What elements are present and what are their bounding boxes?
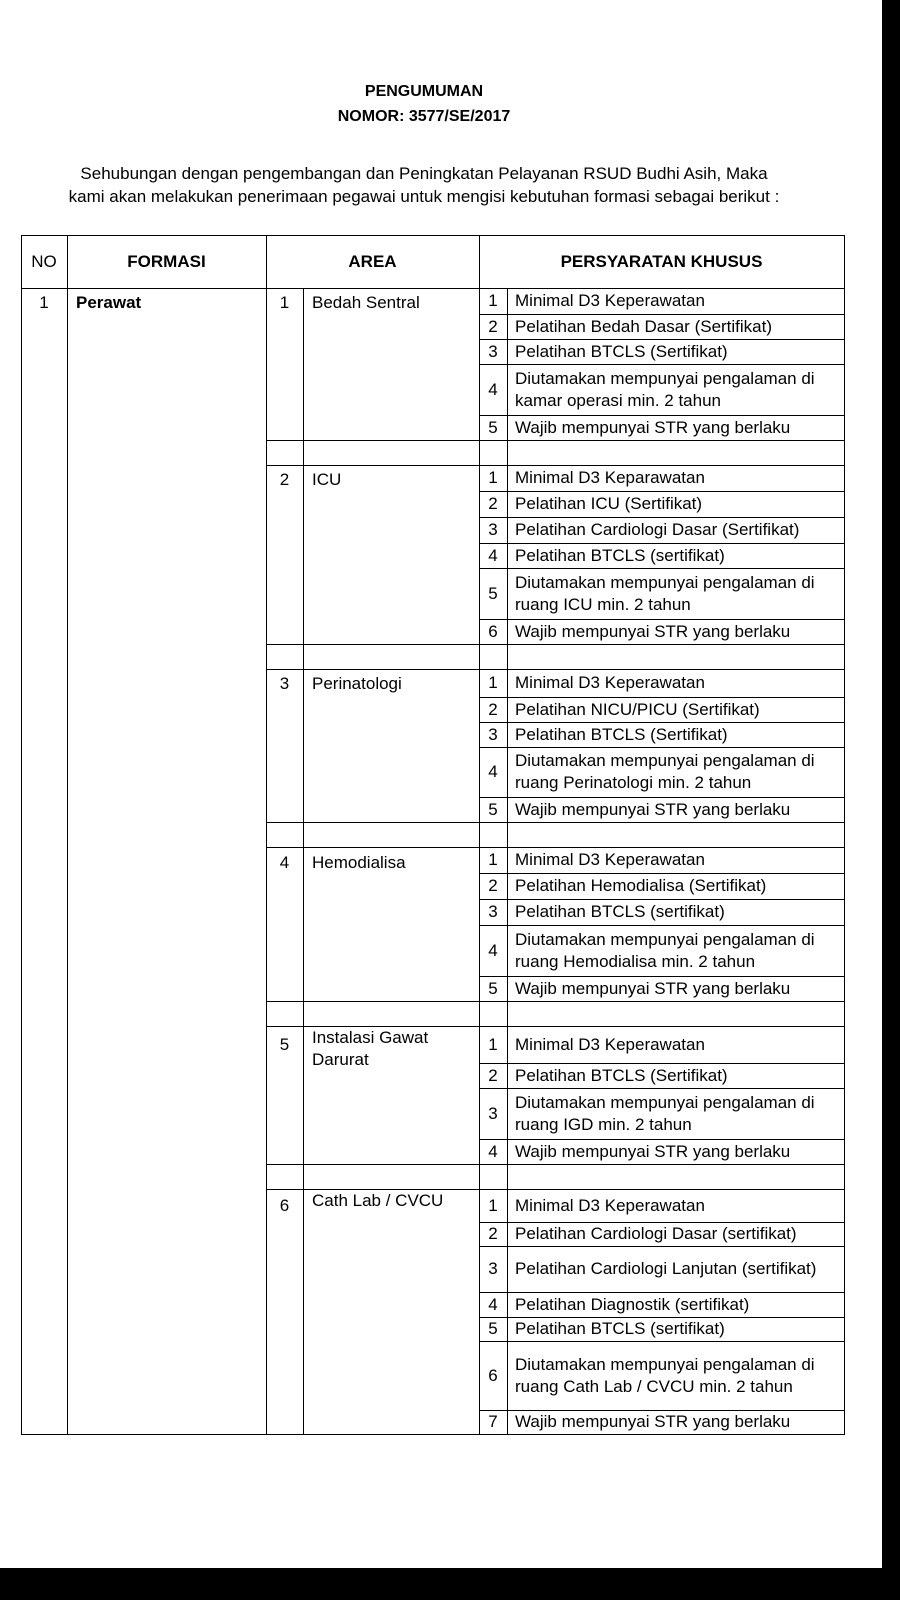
column-header-no: NO — [31, 251, 57, 271]
requirement-number: 3 — [488, 1103, 498, 1123]
area-number: 2 — [279, 470, 290, 489]
requirement-text: Pelatihan BTCLS (Sertifikat) — [515, 1065, 728, 1085]
area-name: Perinatologi — [312, 674, 402, 693]
requirement-text: Minimal D3 Keperawatan — [515, 291, 705, 310]
requirement-text: Diutamakan mempunyai pengalaman di ruang Perinatologi min. 2 tahun — [515, 751, 815, 792]
area-row-divider — [266, 822, 845, 823]
requirement-number: 5 — [488, 417, 498, 437]
requirement-text: Diutamakan mempunyai pengalaman di ruang ICU min. 2 tahun — [515, 572, 815, 614]
requirement-number: 3 — [488, 520, 498, 539]
area-name: Hemodialisa — [312, 853, 406, 872]
column-divider — [67, 235, 68, 1434]
column-divider — [266, 235, 267, 1434]
requirement-text: Diutamakan mempunyai pengalaman di kamar operasi min. 2 tahun — [515, 368, 815, 410]
requirement-text: Wajib mempunyai STR yang berlaku — [515, 799, 791, 819]
area-number: 1 — [279, 293, 290, 312]
document-number: NOMOR: 3577/SE/2017 — [337, 108, 511, 125]
requirement-number: 5 — [488, 1319, 498, 1338]
requirement-text: Diutamakan mempunyai pengalaman di ruang Cath Lab / CVCU min. 2 tahun — [515, 1354, 815, 1396]
intro-line-1: Sehubungan dengan pengembangan dan Peningkatan Pelayanan RSUD Budhi Asih, Maka — [80, 164, 768, 183]
column-divider — [21, 235, 22, 1434]
requirement-text: Pelatihan Diagnostik (sertifikat) — [515, 1294, 750, 1314]
requirement-number: 4 — [488, 379, 498, 399]
requirement-number: 2 — [488, 316, 498, 336]
area-row-divider — [266, 1164, 845, 1165]
requirement-text: Wajib mempunyai STR yang berlaku — [515, 1412, 791, 1431]
requirement-number: 3 — [488, 1259, 498, 1278]
area-name: ICU — [312, 470, 342, 489]
requirement-text: Pelatihan Cardiologi Dasar (sertifikat) — [515, 1224, 797, 1243]
requirement-number: 3 — [488, 724, 498, 744]
requirement-text: Pelatihan Cardiologi Lanjutan (sertifikat) — [515, 1259, 817, 1278]
requirement-text: Pelatihan BTCLS (sertifikat) — [515, 902, 725, 921]
requirement-number: 1 — [488, 850, 498, 869]
requirement-text: Pelatihan BTCLS (Sertifikat) — [515, 341, 728, 361]
requirement-text: Diutamakan mempunyai pengalaman di ruang Hemodialisa min. 2 tahun — [515, 929, 815, 971]
requirement-text: Pelatihan BTCLS (sertifikat) — [515, 1319, 725, 1338]
column-divider — [303, 288, 304, 1434]
requirement-text: Wajib mempunyai STR yang berlaku — [515, 417, 791, 437]
area-row-divider — [266, 1001, 845, 1002]
requirement-number: 2 — [488, 494, 498, 513]
requirement-number: 4 — [488, 762, 498, 781]
requirement-number: 3 — [488, 902, 498, 921]
requirement-text: Wajib mempunyai STR yang berlaku — [515, 1141, 791, 1161]
area-number: 4 — [279, 853, 290, 872]
requirement-number: 1 — [488, 1195, 498, 1215]
requirement-number: 2 — [488, 1224, 498, 1243]
area-number: 3 — [279, 674, 290, 693]
requirement-text: Wajib mempunyai STR yang berlaku — [515, 621, 791, 641]
requirement-number: 5 — [488, 799, 498, 819]
requirement-number: 7 — [488, 1412, 498, 1431]
formasi-name: Perawat — [76, 293, 142, 312]
requirement-text: Minimal D3 Keperawatan — [515, 1195, 705, 1215]
requirement-text: Wajib mempunyai STR yang berlaku — [515, 978, 791, 998]
area-name: Cath Lab / CVCU — [312, 1191, 444, 1210]
requirement-text: Pelatihan ICU (Sertifikat) — [515, 494, 703, 513]
requirement-text: Minimal D3 Keperawatan — [515, 1034, 705, 1054]
requirement-number: 1 — [488, 673, 498, 692]
requirement-number: 4 — [488, 545, 498, 565]
column-divider — [507, 288, 508, 1434]
intro-paragraph — [0, 162, 848, 208]
requirement-number: 5 — [488, 583, 498, 603]
area-number: 5 — [279, 1035, 290, 1054]
requirement-number: 1 — [488, 468, 498, 487]
requirement-number: 4 — [488, 1294, 498, 1314]
requirement-number: 3 — [488, 341, 498, 361]
intro-line-2: kami akan melakukan penerimaan pegawai untuk mengisi kebutuhan formasi sebagai berikut : — [68, 187, 780, 206]
requirement-text: Minimal D3 Keperawatan — [515, 850, 705, 869]
requirement-number: 2 — [488, 876, 498, 895]
requirement-number: 6 — [488, 1365, 498, 1385]
requirement-text: Pelatihan BTCLS (Sertifikat) — [515, 724, 728, 744]
area-name: Bedah Sentral — [312, 293, 420, 312]
requirement-text: Pelatihan NICU/PICU (Sertifikat) — [515, 699, 760, 719]
requirement-number: 2 — [488, 1065, 498, 1085]
requirement-text: Pelatihan BTCLS (sertifikat) — [515, 545, 725, 565]
column-header-area: AREA — [348, 251, 397, 271]
requirement-number: 1 — [488, 1034, 498, 1054]
requirement-text: Pelatihan Bedah Dasar (Sertifikat) — [515, 316, 773, 336]
requirement-number: 4 — [488, 940, 498, 960]
area-row-divider — [266, 644, 845, 645]
requirement-number: 2 — [488, 699, 498, 719]
requirement-text: Pelatihan Cardiologi Dasar (Sertifikat) — [515, 520, 800, 539]
requirement-number: 5 — [488, 978, 498, 998]
area-name: Instalasi Gawat Darurat — [312, 1028, 429, 1069]
requirement-number: 1 — [488, 291, 498, 310]
area-number: 6 — [279, 1196, 290, 1215]
requirement-text: Pelatihan Hemodialisa (Sertifikat) — [515, 876, 767, 895]
column-header-requirements: PERSYARATAN KHUSUS — [560, 251, 763, 271]
requirement-number: 6 — [488, 621, 498, 641]
formasi-number: 1 — [39, 293, 49, 312]
requirement-number: 4 — [488, 1141, 498, 1161]
column-header-formasi: FORMASI — [127, 251, 206, 271]
requirement-text: Minimal D3 Keparawatan — [515, 468, 705, 487]
table-border-bottom — [21, 1434, 845, 1435]
area-row-divider — [266, 440, 845, 441]
requirement-text: Minimal D3 Keperawatan — [515, 673, 705, 692]
requirement-text: Diutamakan mempunyai pengalaman di ruang IGD min. 2 tahun — [515, 1092, 815, 1134]
document-title: PENGUMUMAN — [364, 83, 484, 100]
